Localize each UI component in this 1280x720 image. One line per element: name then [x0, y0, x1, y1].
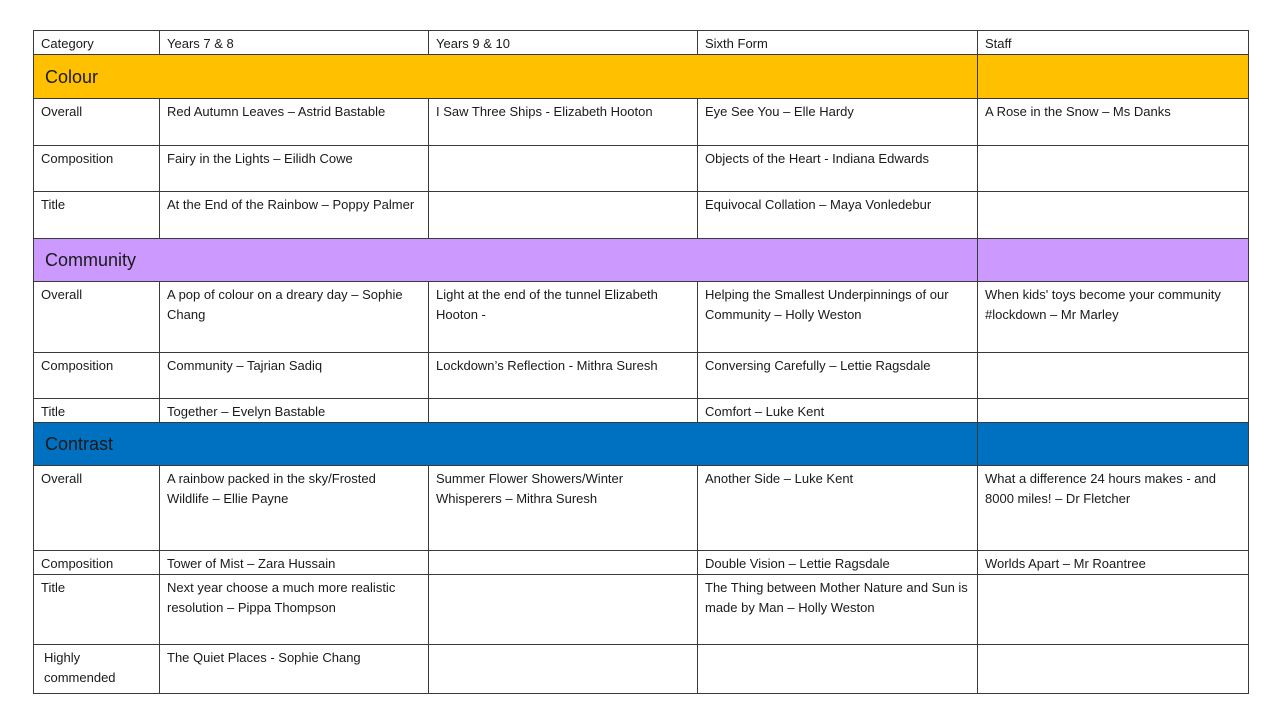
cell-staff	[978, 575, 1249, 645]
section-community	[34, 239, 1249, 282]
cell-years-7-8: Next year choose a much more realistic resolution – Pippa Thompson	[160, 575, 429, 645]
cell-staff	[978, 353, 1249, 399]
section-title-contrast: Contrast	[34, 423, 978, 466]
cell-years-7-8: Fairy in the Lights – Eilidh Cowe	[160, 146, 429, 192]
cell-years-7-8: A rainbow packed in the sky/Frosted Wildlife – Ellie Payne	[160, 466, 429, 551]
section-community-staff-band	[978, 239, 1249, 282]
cell-sixth-form: Another Side – Luke Kent	[698, 466, 978, 551]
header-row	[34, 31, 1249, 55]
cell-years-9-10	[429, 645, 698, 694]
row-label: Title	[34, 575, 160, 645]
cell-staff	[978, 645, 1249, 694]
section-title-colour: Colour	[34, 55, 978, 99]
table-row	[34, 399, 1249, 423]
cell-years-9-10: I Saw Three Ships - Elizabeth Hooton	[429, 99, 698, 146]
header-staff: Staff	[978, 31, 1249, 55]
row-label: Composition	[34, 353, 160, 399]
cell-sixth-form: Equivocal Collation – Maya Vonledebur	[698, 192, 978, 239]
awards-table	[33, 30, 1249, 694]
row-label: Composition	[34, 146, 160, 192]
cell-sixth-form: The Thing between Mother Nature and Sun is made by Man – Holly Weston	[698, 575, 978, 645]
table-row	[34, 282, 1249, 353]
row-label: Overall	[34, 466, 160, 551]
cell-years-9-10	[429, 399, 698, 423]
header-category: Category	[34, 31, 160, 55]
cell-sixth-form: Comfort – Luke Kent	[698, 399, 978, 423]
table-row	[34, 575, 1249, 645]
cell-years-7-8: Community – Tajrian Sadiq	[160, 353, 429, 399]
cell-staff: A Rose in the Snow – Ms Danks	[978, 99, 1249, 146]
cell-staff: When kids' toys become your community #lockdown – Mr Marley	[978, 282, 1249, 353]
table-row	[34, 146, 1249, 192]
cell-sixth-form: Eye See You – Elle Hardy	[698, 99, 978, 146]
table-row	[34, 192, 1249, 239]
header-years-9-10: Years 9 & 10	[429, 31, 698, 55]
row-label: Highly commended	[34, 645, 160, 694]
cell-years-7-8: The Quiet Places - Sophie Chang	[160, 645, 429, 694]
header-years-7-8: Years 7 & 8	[160, 31, 429, 55]
section-colour	[34, 55, 1249, 99]
row-label: Title	[34, 192, 160, 239]
header-sixth-form: Sixth Form	[698, 31, 978, 55]
cell-years-9-10	[429, 575, 698, 645]
row-label: Overall	[34, 282, 160, 353]
table-row	[34, 99, 1249, 146]
cell-years-9-10: Summer Flower Showers/Winter Whisperers – Mithra Suresh	[429, 466, 698, 551]
cell-sixth-form	[698, 645, 978, 694]
cell-staff	[978, 192, 1249, 239]
cell-staff	[978, 146, 1249, 192]
cell-years-7-8: At the End of the Rainbow – Poppy Palmer	[160, 192, 429, 239]
cell-years-7-8: A pop of colour on a dreary day – Sophie Chang	[160, 282, 429, 353]
cell-years-9-10	[429, 146, 698, 192]
section-colour-staff-band	[978, 55, 1249, 99]
row-label: Overall	[34, 99, 160, 146]
cell-years-9-10: Light at the end of the tunnel Elizabeth Hooton -	[429, 282, 698, 353]
table-row	[34, 551, 1249, 575]
cell-years-7-8: Together – Evelyn Bastable	[160, 399, 429, 423]
section-contrast	[34, 423, 1249, 466]
table-row	[34, 353, 1249, 399]
cell-years-9-10	[429, 192, 698, 239]
cell-sixth-form: Objects of the Heart - Indiana Edwards	[698, 146, 978, 192]
cell-sixth-form: Helping the Smallest Underpinnings of our Community – Holly Weston	[698, 282, 978, 353]
table-row	[34, 645, 1249, 694]
section-title-community: Community	[34, 239, 978, 282]
cell-staff: What a difference 24 hours makes - and 8000 miles! – Dr Fletcher	[978, 466, 1249, 551]
row-label: Title	[34, 399, 160, 423]
cell-years-7-8: Tower of Mist – Zara Hussain	[160, 551, 429, 575]
row-label: Composition	[34, 551, 160, 575]
cell-staff	[978, 399, 1249, 423]
cell-years-9-10: Lockdown’s Reflection - Mithra Suresh	[429, 353, 698, 399]
cell-staff: Worlds Apart – Mr Roantree	[978, 551, 1249, 575]
cell-years-7-8: Red Autumn Leaves – Astrid Bastable	[160, 99, 429, 146]
cell-years-9-10	[429, 551, 698, 575]
cell-sixth-form: Double Vision – Lettie Ragsdale	[698, 551, 978, 575]
section-contrast-staff-band	[978, 423, 1249, 466]
table-row	[34, 466, 1249, 551]
cell-sixth-form: Conversing Carefully – Lettie Ragsdale	[698, 353, 978, 399]
